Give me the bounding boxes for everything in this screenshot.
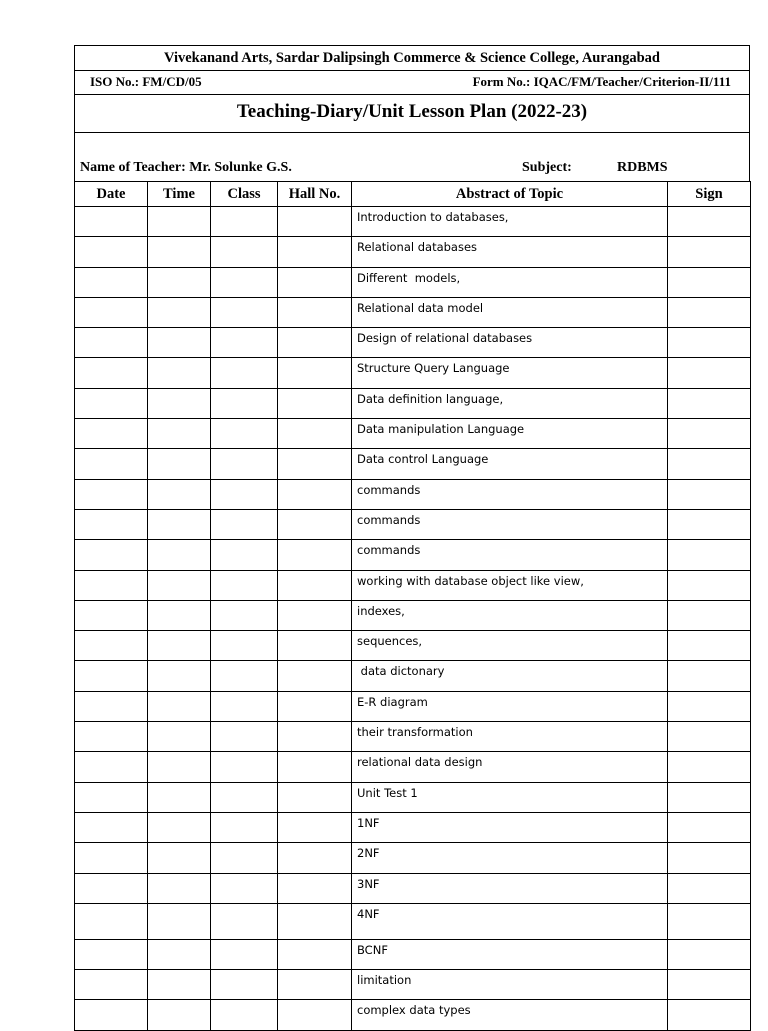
class-cell <box>211 297 278 327</box>
sign-cell <box>668 479 751 509</box>
sign-cell <box>668 570 751 600</box>
hall-no-cell <box>278 939 352 969</box>
form-header <box>74 45 750 181</box>
class-cell <box>211 540 278 570</box>
class-cell <box>211 358 278 388</box>
hall-no-cell <box>278 631 352 661</box>
class-cell <box>211 1000 278 1030</box>
topic-cell: Different models, <box>352 267 668 297</box>
table-row <box>75 479 751 509</box>
sign-cell <box>668 903 751 939</box>
hall-no-cell <box>278 600 352 630</box>
table-row <box>75 939 751 969</box>
date-cell <box>75 782 148 812</box>
topic-cell: Data definition language, <box>352 388 668 418</box>
topic-cell: E-R diagram <box>352 691 668 721</box>
time-cell <box>148 570 211 600</box>
date-cell <box>75 722 148 752</box>
col-header-hall-no: Hall No. <box>278 182 352 207</box>
time-cell <box>148 509 211 539</box>
topic-cell: limitation <box>352 970 668 1000</box>
date-cell <box>75 267 148 297</box>
table-row <box>75 600 751 630</box>
topic-cell: Introduction to databases, <box>352 207 668 237</box>
topic-cell: Unit Test 1 <box>352 782 668 812</box>
topic-cell: working with database object like view, <box>352 570 668 600</box>
time-cell <box>148 328 211 358</box>
class-cell <box>211 207 278 237</box>
time-cell <box>148 207 211 237</box>
topic-cell: relational data design <box>352 752 668 782</box>
sign-cell <box>668 939 751 969</box>
topic-cell: commands <box>352 509 668 539</box>
sign-cell <box>668 388 751 418</box>
sign-cell <box>668 509 751 539</box>
date-cell <box>75 812 148 842</box>
hall-no-cell <box>278 843 352 873</box>
date-cell <box>75 600 148 630</box>
class-cell <box>211 631 278 661</box>
sign-cell <box>668 449 751 479</box>
date-cell <box>75 297 148 327</box>
sign-cell <box>668 207 751 237</box>
teacher-name: Name of Teacher: Mr. Solunke G.S. <box>80 160 292 175</box>
table-row <box>75 843 751 873</box>
table-row <box>75 237 751 267</box>
hall-no-cell <box>278 419 352 449</box>
date-cell <box>75 540 148 570</box>
class-cell <box>211 903 278 939</box>
class-cell <box>211 691 278 721</box>
table-row <box>75 661 751 691</box>
time-cell <box>148 661 211 691</box>
date-cell <box>75 328 148 358</box>
class-cell <box>211 600 278 630</box>
topic-cell: indexes, <box>352 600 668 630</box>
class-cell <box>211 328 278 358</box>
sign-cell <box>668 358 751 388</box>
date-cell <box>75 237 148 267</box>
topic-cell: 1NF <box>352 812 668 842</box>
col-header-topic: Abstract of Topic <box>352 182 668 207</box>
sign-cell <box>668 419 751 449</box>
table-row <box>75 752 751 782</box>
hall-no-cell <box>278 661 352 691</box>
table-row <box>75 297 751 327</box>
col-header-class: Class <box>211 182 278 207</box>
hall-no-cell <box>278 1000 352 1030</box>
col-header-date: Date <box>75 182 148 207</box>
table-row <box>75 449 751 479</box>
table-row <box>75 873 751 903</box>
time-cell <box>148 600 211 630</box>
date-cell <box>75 419 148 449</box>
time-cell <box>148 812 211 842</box>
time-cell <box>148 873 211 903</box>
table-row <box>75 691 751 721</box>
table-row <box>75 970 751 1000</box>
hall-no-cell <box>278 479 352 509</box>
sign-cell <box>668 237 751 267</box>
sign-cell <box>668 540 751 570</box>
hall-no-cell <box>278 449 352 479</box>
date-cell <box>75 570 148 600</box>
topic-cell: BCNF <box>352 939 668 969</box>
class-cell <box>211 722 278 752</box>
topic-cell: 4NF <box>352 903 668 939</box>
hall-no-cell <box>278 388 352 418</box>
time-cell <box>148 419 211 449</box>
sign-cell <box>668 328 751 358</box>
teacher-subject-row <box>75 133 749 181</box>
table-row <box>75 388 751 418</box>
topic-cell: Data manipulation Language <box>352 419 668 449</box>
sign-cell <box>668 782 751 812</box>
subject-label: Subject: <box>522 160 572 175</box>
date-cell <box>75 903 148 939</box>
class-cell <box>211 570 278 600</box>
topic-cell: Relational databases <box>352 237 668 267</box>
hall-no-cell <box>278 752 352 782</box>
sign-cell <box>668 691 751 721</box>
class-cell <box>211 419 278 449</box>
time-cell <box>148 631 211 661</box>
class-cell <box>211 267 278 297</box>
time-cell <box>148 479 211 509</box>
table-row <box>75 782 751 812</box>
class-cell <box>211 752 278 782</box>
time-cell <box>148 843 211 873</box>
class-cell <box>211 873 278 903</box>
date-cell <box>75 970 148 1000</box>
hall-no-cell <box>278 237 352 267</box>
topic-cell: data dictonary <box>352 661 668 691</box>
sign-cell <box>668 1000 751 1030</box>
table-row <box>75 267 751 297</box>
date-cell <box>75 449 148 479</box>
sign-cell <box>668 661 751 691</box>
table-body <box>75 207 751 1031</box>
hall-no-cell <box>278 207 352 237</box>
date-cell <box>75 207 148 237</box>
date-cell <box>75 843 148 873</box>
time-cell <box>148 903 211 939</box>
table-row <box>75 722 751 752</box>
class-cell <box>211 661 278 691</box>
lesson-plan-page <box>74 45 750 1031</box>
date-cell <box>75 479 148 509</box>
table-row <box>75 631 751 661</box>
hall-no-cell <box>278 903 352 939</box>
college-name: Vivekanand Arts, Sardar Dalipsingh Commerce & Science College, Aurangabad <box>75 46 749 71</box>
hall-no-cell <box>278 540 352 570</box>
date-cell <box>75 1000 148 1030</box>
table-header-row <box>75 182 751 207</box>
table-row <box>75 328 751 358</box>
time-cell <box>148 388 211 418</box>
table-row <box>75 1000 751 1030</box>
iso-number: ISO No.: FM/CD/05 <box>90 74 202 89</box>
table-row <box>75 509 751 539</box>
table-row <box>75 207 751 237</box>
date-cell <box>75 873 148 903</box>
hall-no-cell <box>278 328 352 358</box>
class-cell <box>211 782 278 812</box>
table-row <box>75 540 751 570</box>
class-cell <box>211 812 278 842</box>
table-row <box>75 812 751 842</box>
time-cell <box>148 358 211 388</box>
class-cell <box>211 970 278 1000</box>
date-cell <box>75 388 148 418</box>
form-codes-row <box>75 71 749 95</box>
class-cell <box>211 843 278 873</box>
time-cell <box>148 722 211 752</box>
lesson-plan-table <box>74 181 751 1031</box>
table-row <box>75 358 751 388</box>
time-cell <box>148 970 211 1000</box>
date-cell <box>75 631 148 661</box>
time-cell <box>148 540 211 570</box>
col-header-sign: Sign <box>668 182 751 207</box>
date-cell <box>75 509 148 539</box>
form-number: Form No.: IQAC/FM/Teacher/Criterion-II/111 <box>472 74 731 89</box>
hall-no-cell <box>278 782 352 812</box>
class-cell <box>211 939 278 969</box>
date-cell <box>75 661 148 691</box>
hall-no-cell <box>278 297 352 327</box>
hall-no-cell <box>278 570 352 600</box>
table-row <box>75 419 751 449</box>
topic-cell: Structure Query Language <box>352 358 668 388</box>
time-cell <box>148 297 211 327</box>
table-row <box>75 570 751 600</box>
time-cell <box>148 267 211 297</box>
topic-cell: Relational data model <box>352 297 668 327</box>
sign-cell <box>668 297 751 327</box>
time-cell <box>148 237 211 267</box>
hall-no-cell <box>278 358 352 388</box>
time-cell <box>148 752 211 782</box>
class-cell <box>211 388 278 418</box>
topic-cell: 2NF <box>352 843 668 873</box>
topic-cell: sequences, <box>352 631 668 661</box>
topic-cell: Data control Language <box>352 449 668 479</box>
class-cell <box>211 509 278 539</box>
table-row <box>75 903 751 939</box>
sign-cell <box>668 600 751 630</box>
sign-cell <box>668 722 751 752</box>
sign-cell <box>668 267 751 297</box>
date-cell <box>75 358 148 388</box>
sign-cell <box>668 873 751 903</box>
sign-cell <box>668 631 751 661</box>
time-cell <box>148 939 211 969</box>
date-cell <box>75 752 148 782</box>
class-cell <box>211 449 278 479</box>
topic-cell: Design of relational databases <box>352 328 668 358</box>
sign-cell <box>668 812 751 842</box>
hall-no-cell <box>278 722 352 752</box>
topic-cell: commands <box>352 540 668 570</box>
time-cell <box>148 449 211 479</box>
topic-cell: commands <box>352 479 668 509</box>
topic-cell: 3NF <box>352 873 668 903</box>
time-cell <box>148 691 211 721</box>
topic-cell: complex data types <box>352 1000 668 1030</box>
topic-cell: their transformation <box>352 722 668 752</box>
col-header-time: Time <box>148 182 211 207</box>
class-cell <box>211 479 278 509</box>
time-cell <box>148 1000 211 1030</box>
sign-cell <box>668 843 751 873</box>
subject-value: RDBMS <box>617 160 668 175</box>
sign-cell <box>668 752 751 782</box>
document-title: Teaching-Diary/Unit Lesson Plan (2022-23) <box>75 95 749 133</box>
date-cell <box>75 691 148 721</box>
class-cell <box>211 237 278 267</box>
hall-no-cell <box>278 691 352 721</box>
hall-no-cell <box>278 267 352 297</box>
hall-no-cell <box>278 970 352 1000</box>
hall-no-cell <box>278 812 352 842</box>
hall-no-cell <box>278 873 352 903</box>
time-cell <box>148 782 211 812</box>
sign-cell <box>668 970 751 1000</box>
hall-no-cell <box>278 509 352 539</box>
date-cell <box>75 939 148 969</box>
